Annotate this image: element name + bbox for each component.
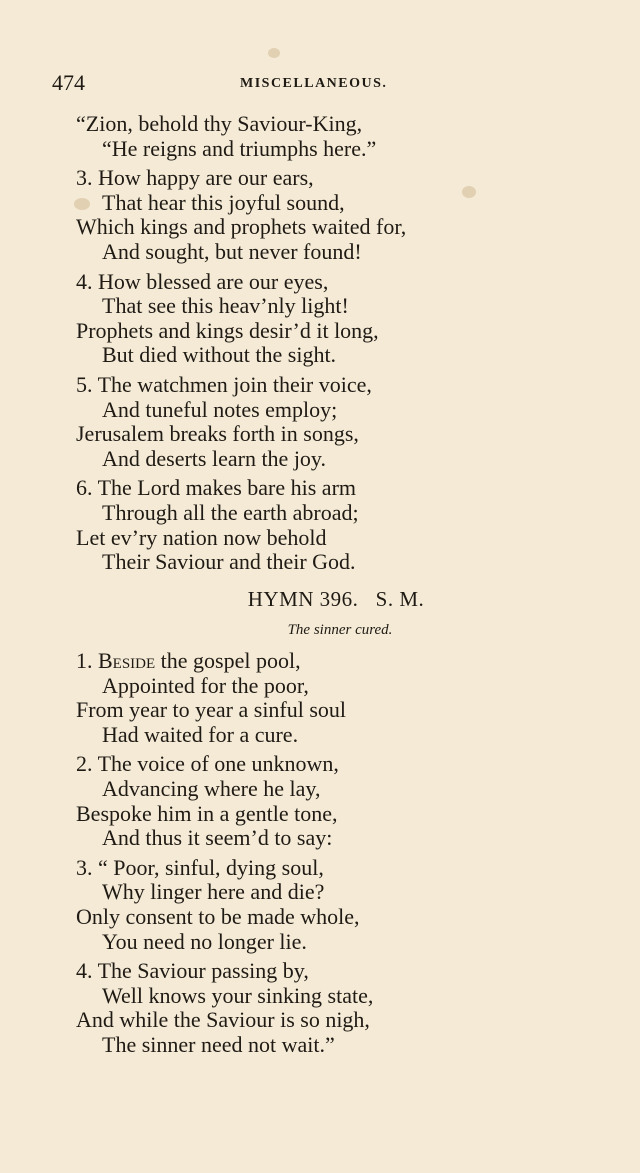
hymn-396-text bbox=[76, 649, 373, 1058]
verse-line: And sought, but never found! bbox=[102, 238, 362, 264]
verse-line: Had waited for a cure. bbox=[102, 721, 299, 747]
verse-line bbox=[76, 649, 373, 674]
stanza bbox=[76, 270, 406, 368]
verse-line: Why linger here and die? bbox=[102, 879, 325, 905]
verse-line: And while the Saviour is so nigh, bbox=[76, 1007, 370, 1033]
verse-line: That hear this joyful sound, bbox=[102, 189, 345, 215]
verse-line: Which kings and prophets waited for, bbox=[76, 214, 407, 240]
verse-line: Let ev’ry nation now behold bbox=[76, 524, 327, 550]
page-smudge bbox=[462, 186, 476, 198]
continued-hymn-text bbox=[76, 112, 406, 575]
stanza bbox=[76, 373, 406, 471]
verse-line: And deserts learn the joy. bbox=[102, 445, 327, 471]
running-head: MISCELLANEOUS. bbox=[240, 76, 388, 91]
verse-line: Their Saviour and their God. bbox=[102, 549, 356, 575]
verse-line: And thus it seem’d to say: bbox=[102, 825, 333, 851]
verse-line: The sinner need not wait.” bbox=[102, 1031, 335, 1057]
verse-line: 5. The watchmen join their voice, bbox=[76, 371, 372, 397]
stanza bbox=[76, 112, 406, 161]
verse-line: But died without the sight. bbox=[102, 342, 337, 368]
verse-line: Advancing where he lay, bbox=[102, 775, 321, 801]
drop-word: Beside bbox=[98, 648, 156, 673]
stanza bbox=[76, 856, 373, 954]
verse-line: You need no longer lie. bbox=[102, 928, 307, 954]
verse-line: 4. How blessed are our eyes, bbox=[76, 268, 329, 294]
verse-line: Well knows your sinking state, bbox=[102, 982, 374, 1008]
stanza bbox=[76, 649, 373, 747]
page-smudge bbox=[268, 48, 280, 58]
verse-line: “He reigns and triumphs here.” bbox=[102, 135, 377, 161]
hymn-subtitle: The sinner cured. bbox=[287, 622, 393, 638]
verse-line: Through all the earth abroad; bbox=[102, 499, 359, 525]
verse-line: Appointed for the poor, bbox=[102, 672, 309, 698]
stanza bbox=[76, 166, 406, 264]
page-header bbox=[52, 70, 592, 100]
verse-line: 4. The Saviour passing by, bbox=[76, 958, 309, 984]
verse-line: Bespoke him in a gentle tone, bbox=[76, 800, 338, 826]
verse-number: 1. bbox=[76, 648, 98, 673]
verse-line: 2. The voice of one unknown, bbox=[76, 751, 339, 777]
verse-line: Jerusalem breaks forth in songs, bbox=[76, 421, 359, 447]
verse-line-text: the gospel pool, bbox=[155, 648, 301, 673]
verse-line: From year to year a sinful soul bbox=[76, 697, 347, 723]
stanza bbox=[76, 752, 373, 850]
verse-line: That see this heav’nly light! bbox=[102, 293, 349, 319]
verse-line: 3. How happy are our ears, bbox=[76, 165, 314, 191]
verse-line: Only consent to be made whole, bbox=[76, 903, 360, 929]
verse-line: And tuneful notes employ; bbox=[102, 396, 338, 422]
verse-line: 3. “ Poor, sinful, dying soul, bbox=[76, 854, 324, 880]
stanza bbox=[76, 476, 406, 574]
hymn-title: HYMN 396. S. M. bbox=[247, 587, 425, 611]
page-number: 474 bbox=[52, 70, 85, 95]
stanza bbox=[76, 959, 373, 1057]
verse-line: 6. The Lord makes bare his arm bbox=[76, 475, 357, 501]
verse-line: “Zion, behold thy Saviour-King, bbox=[76, 111, 363, 136]
verse-line: Prophets and kings desir’d it long, bbox=[76, 317, 379, 343]
